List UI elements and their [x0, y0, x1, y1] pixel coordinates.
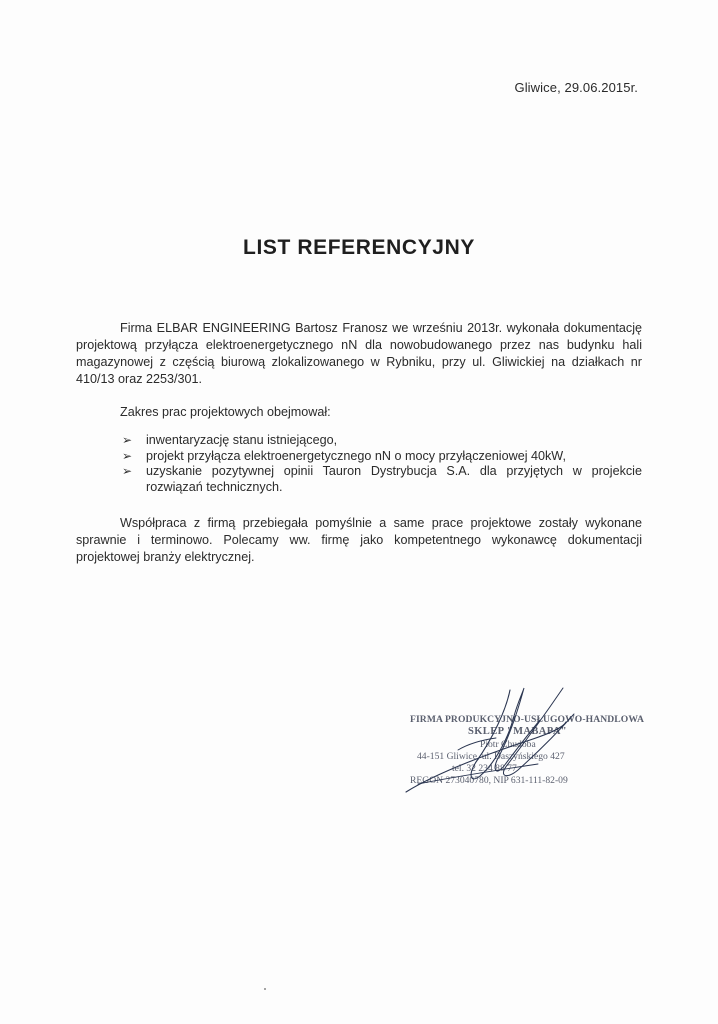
- stamp-address: 44-151 Gliwice, ul. Daszyńskiego 427: [417, 751, 565, 762]
- stamp-regon-nip: REGON 273040780, NIP 631-111-82-09: [410, 775, 568, 786]
- letter-title: LIST REFERENCYJNY: [243, 236, 475, 259]
- list-item: [120, 433, 642, 449]
- list-item: [120, 449, 642, 465]
- arrow-bullet-icon: ➢: [122, 464, 133, 478]
- company-stamp: [398, 680, 645, 810]
- stamp-phone: tel. 32 234 88 77: [452, 763, 517, 774]
- stamp-company-type: FIRMA PRODUKCYJNO-USŁUGOWO-HANDLOWA: [410, 714, 645, 725]
- arrow-bullet-icon: ➢: [122, 433, 133, 447]
- list-item-text: inwentaryzację stanu istniejącego,: [146, 433, 338, 447]
- list-item-text: projekt przyłącza elektroenergetycznego nN o mocy przyłączeniowej 40kW,: [146, 448, 566, 463]
- paragraph-recommendation: Współpraca z firmą przebiegała pomyślnie a same prace projektowe zostały wykonane sprawnie i terminowo. Polecamy ww. firmę jako kompetentnego wykonawcę dokumentacji projektowej branży elektrycznej.: [76, 516, 642, 564]
- paragraph-scope-heading: Zakres prac projektowych obejmował:: [120, 405, 331, 419]
- paragraph-intro: Firma ELBAR ENGINEERING Bartosz Franosz we wrześniu 2013r. wykonała dokumentację projektową przyłącza elektroenergetycznego nN dla nowobudowanego przez nas budynku hali magazynowej z częścią biurową zlokalizowanego w Rybniku, przy ul. Gliwickiej na działkach nr 410/13 oraz 2253/301.: [76, 321, 642, 386]
- arrow-bullet-icon: ➢: [122, 448, 133, 463]
- stamp-owner: Piotr Chudoba: [480, 739, 536, 750]
- stamp-company-name: SKLEP "MABAPA": [468, 726, 568, 737]
- scan-speck: [264, 988, 266, 990]
- list-item-text: uzyskanie pozytywnej opinii Tauron Dystrybucja S.A. dla przyjętych w projekcie rozwiązań technicznych.: [146, 464, 642, 494]
- letter-date: Gliwice, 29.06.2015r.: [514, 80, 638, 95]
- list-item: [120, 464, 642, 495]
- handwritten-signature: [398, 680, 628, 810]
- scope-list: [120, 433, 642, 495]
